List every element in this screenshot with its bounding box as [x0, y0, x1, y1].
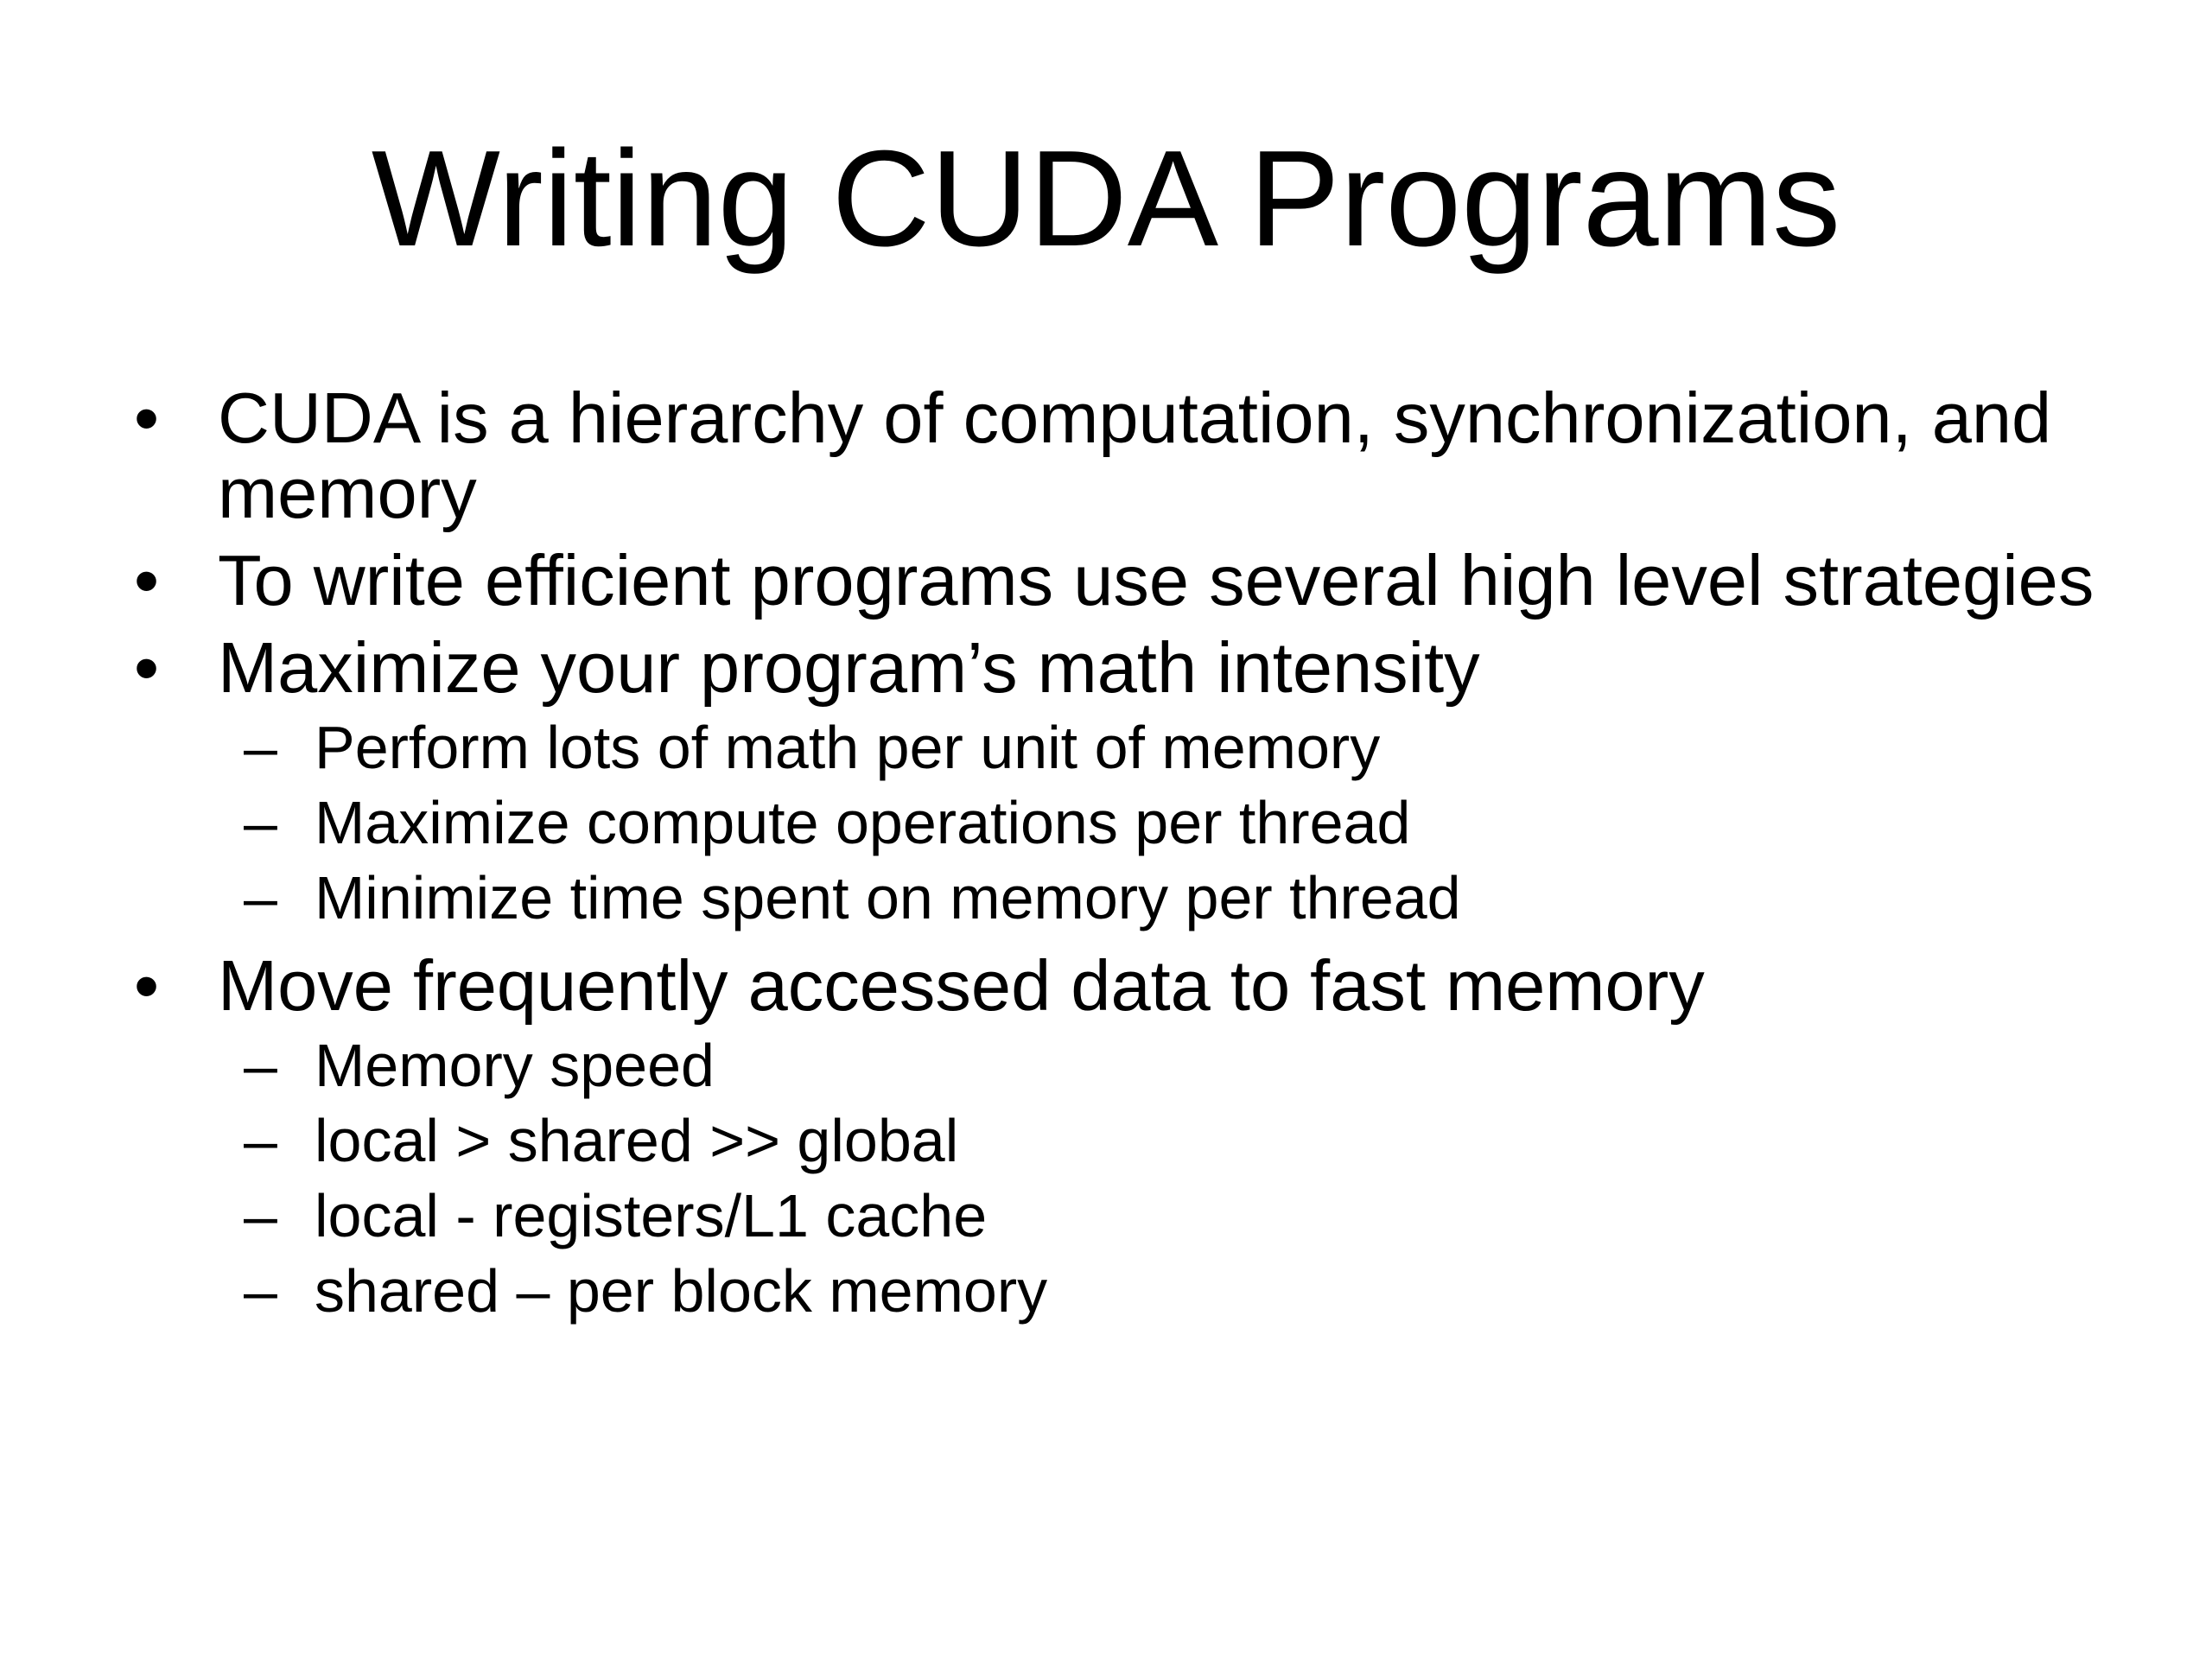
sub-item-text: Perform lots of math per unit of memory — [315, 714, 1381, 781]
bullet-marker: • — [134, 540, 160, 620]
bullet-text: CUDA is a hierarchy of computation, synchronization, and memory — [218, 378, 2052, 533]
dash-marker: – — [244, 1032, 277, 1099]
bullet-text: Maximize your program’s math intensity — [218, 627, 1480, 708]
sub-item — [0, 710, 2126, 785]
bullet-text: Move frequently accessed data to fast memory — [218, 945, 1705, 1026]
bullet-item — [0, 627, 2212, 936]
sub-list — [218, 710, 2126, 936]
bullet-marker: • — [134, 945, 160, 1026]
bullet-marker: • — [134, 627, 160, 708]
dash-marker: – — [244, 714, 277, 781]
sub-item — [0, 1254, 2126, 1329]
sub-item — [0, 1179, 2126, 1254]
sub-list — [218, 1028, 2126, 1329]
sub-item-text: shared – per block memory — [315, 1257, 1048, 1325]
bullet-item — [0, 945, 2212, 1329]
sub-item — [0, 1103, 2126, 1179]
dash-marker: – — [244, 864, 277, 931]
sub-item-text: Memory speed — [315, 1032, 715, 1099]
dash-marker: – — [244, 1257, 277, 1325]
sub-item-text: local > shared >> global — [315, 1107, 959, 1174]
sub-item — [0, 861, 2126, 936]
sub-item-text: Minimize time spent on memory per thread — [315, 864, 1461, 931]
bullet-item — [0, 380, 2212, 531]
bullet-marker: • — [134, 378, 160, 458]
dash-marker: – — [244, 1107, 277, 1174]
slide-title: Writing CUDA Programs — [371, 123, 1841, 275]
sub-item — [0, 1028, 2126, 1103]
dash-marker: – — [244, 1182, 277, 1249]
sub-item-text: local - registers/L1 cache — [315, 1182, 988, 1249]
sub-item-text: Maximize compute operations per thread — [315, 789, 1411, 856]
sub-item — [0, 785, 2126, 861]
bullet-item — [0, 540, 2212, 620]
bullet-list — [0, 380, 2212, 1329]
bullet-text: To write efficient programs use several high level strategies — [218, 540, 2094, 620]
dash-marker: – — [244, 789, 277, 856]
